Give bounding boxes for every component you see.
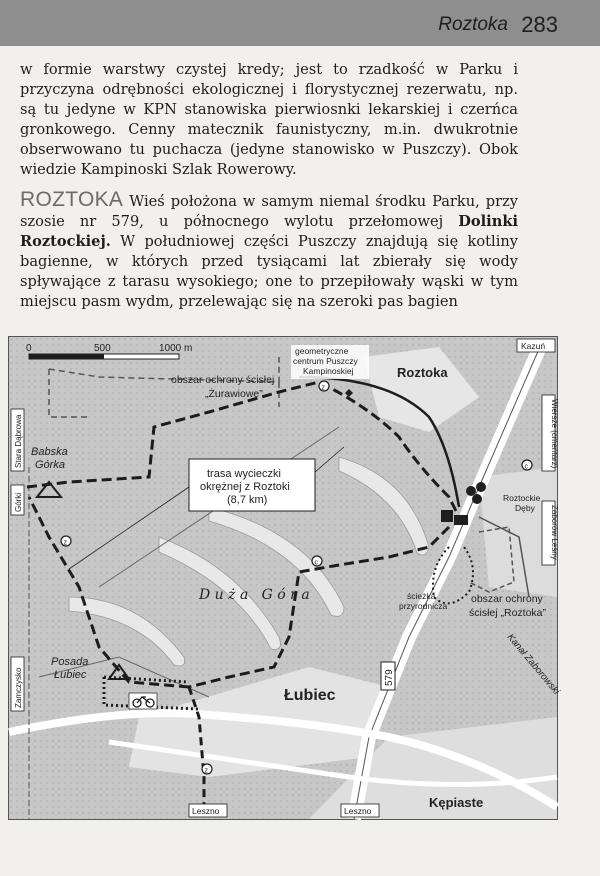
sign-gorki: Górki [14, 492, 23, 512]
svg-text:z: z [204, 767, 208, 775]
reserve-zurawiowe-label-line2: „Żurawiowe” [205, 388, 263, 400]
place-roztockie-deby-line2: Dęby [515, 503, 535, 513]
place-lubiec: Łubiec [284, 687, 336, 704]
place-duza-gora: D u ż a G ó r a [199, 587, 310, 603]
route-box-line1: trasa wycieczki [207, 468, 281, 480]
tree-icon [476, 482, 486, 492]
reserve-zurawiowe-label-line1: obszar ochrony ścisłej [171, 374, 275, 386]
scale-tick-0: 0 [26, 343, 32, 354]
canal-label: Kanał Zaborowski [504, 631, 562, 697]
page-header-band [0, 0, 600, 46]
svg-text:c: c [314, 559, 318, 567]
svg-text:c: c [524, 463, 528, 471]
nature-path-line2: przyrodnicza [399, 601, 448, 611]
intro-paragraph [20, 60, 518, 180]
page-number: 283 [521, 12, 558, 37]
trail-marker [312, 556, 322, 567]
tree-icon [472, 494, 482, 504]
sign-wiersze: Wiersze (cmentarz) [550, 399, 559, 469]
sign-leszno-left: Leszno [192, 806, 220, 816]
tree-icon [466, 486, 476, 496]
geo-center-line3: Kampinoskiej [303, 366, 354, 376]
bicycle-icon [129, 693, 157, 709]
sign-stara-dabrowa: Stara Dąbrowa [14, 414, 23, 468]
trail-marker [61, 536, 71, 547]
nature-path-line1: ścieżka [407, 591, 436, 601]
section-text-end: W południowej części Puszczy znajdują się kotliny bagienne, w których przed tysiącami lat zbierały się wody spływające z tarasu wysokiego; one to przepiłowały wąski w tym miejscu pasm wydm, przelewając się na szeroki pas bagien [20, 233, 519, 310]
route-map [8, 336, 562, 820]
intro-text: w formie warstwy czystej kredy; jest to rzadkość w Parku i przyczyna odrębności ekologicznej i florystycznej rezerwatu, np. są tu jedyne w KPN stanowiska pierwiosnki lekarskiej i czerńca gronkowego. Cenny matecznik faunistyczny, m.in. dwukrotnie obserwowano tu puchacza (jedyne stanowisko w Puszczy). Obok wiedzie Kampinoski Szlak Rowerowy. [20, 61, 518, 178]
sign-kazun: Kazuń [521, 341, 546, 351]
section-paragraph [20, 190, 518, 312]
road-number-label: 579 [384, 669, 395, 686]
scale-tick-500: 500 [94, 343, 111, 354]
svg-text:z: z [63, 539, 67, 547]
place-babska-gorka-line1: Babska [31, 446, 68, 458]
geo-center-line1: geometryczne [295, 346, 349, 356]
reserve-roztoka-label-line2: ścisłej „Roztoka” [469, 607, 547, 619]
place-roztockie-deby-line1: Roztockie [503, 493, 541, 503]
section-heading: ROZTOKA [20, 188, 124, 211]
geo-center-line2: centrum Puszczy [293, 356, 358, 366]
sign-zamczysko: Zamczysko [14, 667, 23, 708]
place-posada-line1: Posada [51, 656, 89, 668]
place-babska-gorka-line2: Górka [35, 459, 65, 471]
route-box-line3: (8,7 km) [227, 494, 268, 506]
section-bold-term: Dolinki Roztockiej. [20, 213, 518, 250]
scale-bar [29, 354, 179, 359]
reserve-roztoka-label-line1: obszar ochrony [471, 593, 543, 605]
sign-leszno-right: Leszno [344, 806, 372, 816]
sign-zaborow: Zaborów Leśny [550, 505, 559, 560]
place-posada-line2: Łubiec [54, 669, 87, 681]
place-kepiaste: Kępiaste [429, 795, 484, 810]
route-box-line2: okrężnej z Roztoki [200, 481, 290, 493]
svg-text:z: z [321, 384, 325, 392]
running-head-title: Roztoka [438, 14, 508, 35]
trail-marker [319, 381, 329, 392]
parking-letter: P [444, 512, 451, 523]
scale-tick-1000: 1000 m [159, 343, 193, 354]
trail-marker [522, 460, 532, 471]
section-text-start: Wieś położona w samym niemal środku Parku, przy szosie nr 579, u północnego wylotu przełomowej [20, 193, 518, 230]
trail-marker [202, 764, 212, 775]
place-roztoka: Roztoka [397, 365, 448, 380]
roztoka-section [20, 190, 518, 312]
village-building [454, 515, 468, 525]
